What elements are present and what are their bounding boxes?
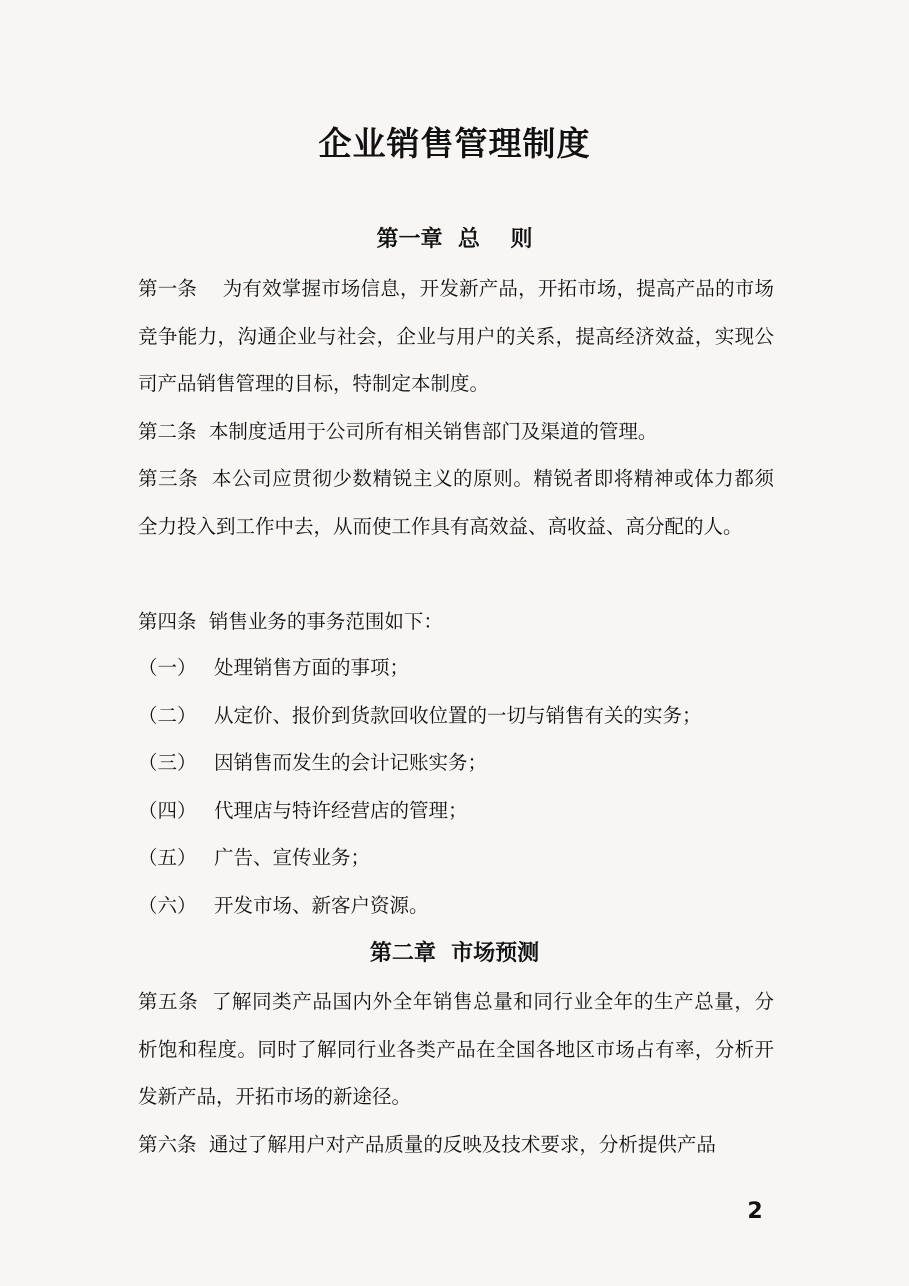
article-3-sep: [198, 467, 212, 490]
article-5: [138, 978, 774, 1121]
article-1-label: 第一条: [138, 277, 198, 300]
chapter-1-heading: 第一章 总 则: [376, 227, 533, 252]
article-1: [138, 265, 774, 408]
article-6-sep: [197, 1133, 209, 1156]
article-3: [138, 455, 774, 550]
list-item-text: 因销售而发生的会计记账实务；: [214, 751, 488, 774]
article-2: [138, 408, 774, 456]
page-number: 2: [747, 1199, 763, 1224]
list-item: [138, 795, 778, 827]
list-item: [138, 842, 778, 874]
list-item: [138, 652, 778, 684]
list-item-marker: （五）: [138, 846, 197, 869]
article-1-text: 为有效掌握市场信息，开发新产品，开拓市场，提高产品的市场竞争能力，沟通企业与社会，企业与用户的关系，提高经济效益，实现公司产品销售管理的目标，特制定本制度。: [138, 277, 774, 395]
list-item-marker: （一）: [138, 656, 197, 679]
list-item-marker: （二）: [138, 704, 197, 727]
article-5-sep: [198, 990, 212, 1013]
list-item-marker: （三）: [138, 751, 197, 774]
list-item-text: 从定价、报价到货款回收位置的一切与销售有关的实务；: [214, 704, 702, 727]
list-item-text: 开发市场、新客户资源。: [214, 894, 429, 917]
article-4-label: 第四条: [138, 610, 197, 633]
article-4-text: 销售业务的事务范围如下：: [208, 610, 443, 633]
article-3-label: 第三条: [138, 467, 199, 490]
article-4-sep: [197, 610, 209, 633]
chapter-2-heading: 第二章 市场预测: [369, 941, 540, 966]
list-item: [138, 747, 778, 779]
article-6-text: 通过了解用户对产品质量的反映及技术要求，分析提供产品: [208, 1133, 716, 1156]
article-3-text: 本公司应贯彻少数精锐主义的原则。精锐者即将精神或体力都须全力投入到工作中去，从而使工作具有高效益、高收益、高分配的人。: [138, 467, 774, 538]
list-item-text: 处理销售方面的事项；: [214, 656, 410, 679]
list-item-text: 代理店与特许经营店的管理；: [214, 799, 468, 822]
list-item: [138, 890, 778, 922]
list-item-text: 广告、宣传业务；: [214, 846, 371, 869]
list-item: [138, 700, 778, 732]
list-item-marker: （四）: [138, 799, 197, 822]
article-2-text: 本制度适用于公司所有相关销售部门及渠道的管理。: [208, 420, 658, 443]
document-title: 企业销售管理制度: [318, 124, 591, 163]
article-6: [138, 1121, 774, 1169]
article-1-sep: [197, 277, 223, 300]
article-6-label: 第六条: [138, 1133, 197, 1156]
article-2-label: 第二条: [138, 420, 197, 443]
article-4: [138, 598, 774, 646]
article-2-sep: [197, 420, 209, 443]
list-item-marker: （六）: [138, 894, 197, 917]
article-5-text: 了解同类产品国内外全年销售总量和同行业全年的生产总量，分析饱和程度。同时了解同行业各类产品在全国各地区市场占有率，分析开发新产品，开拓市场的新途径。: [138, 990, 774, 1108]
article-5-label: 第五条: [138, 990, 199, 1013]
